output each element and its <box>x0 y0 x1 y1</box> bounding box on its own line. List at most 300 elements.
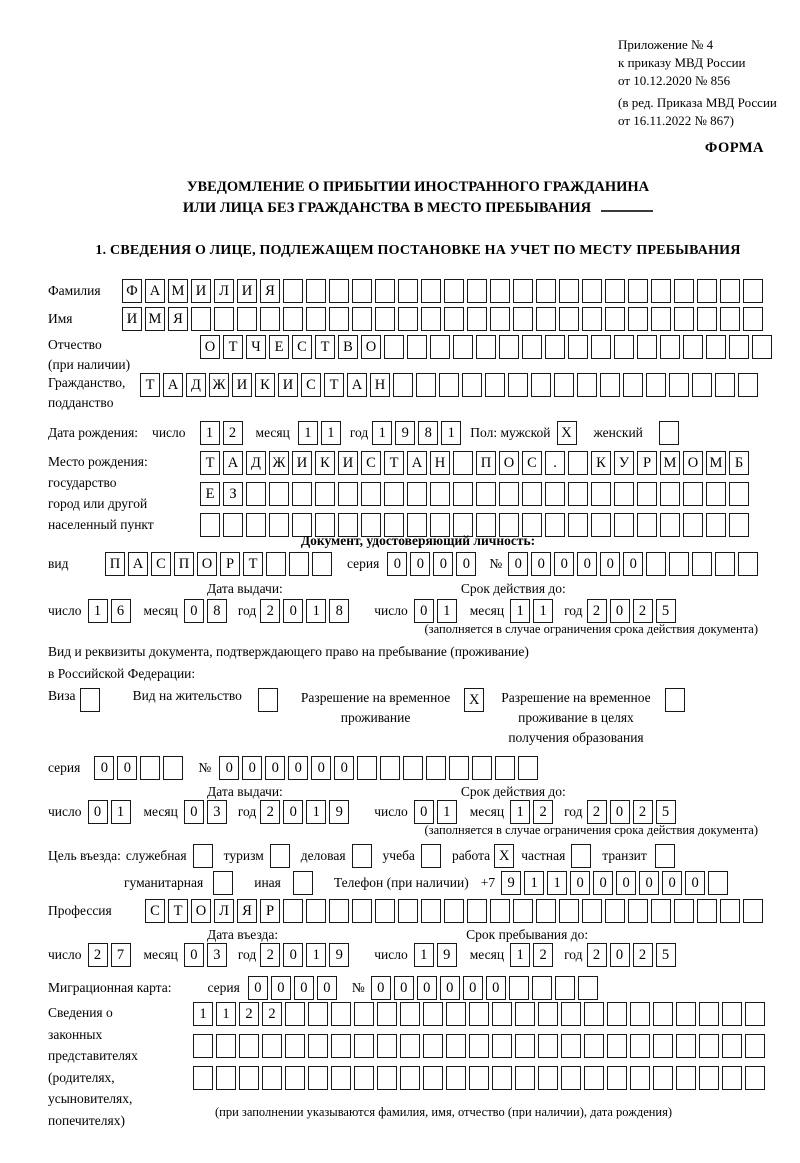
char-box <box>331 1066 351 1090</box>
char-box <box>697 899 717 923</box>
char-box <box>577 373 597 397</box>
char-box: 0 <box>184 800 204 824</box>
char-box <box>538 1034 558 1058</box>
char-box: 1 <box>524 871 544 895</box>
char-box: 0 <box>283 800 303 824</box>
char-box <box>630 1034 650 1058</box>
char-box <box>699 1002 719 1026</box>
entry-dates-headings <box>48 927 788 943</box>
char-box: 1 <box>306 599 326 623</box>
char-box: М <box>168 279 188 303</box>
char-box: Л <box>214 279 234 303</box>
char-box: 0 <box>371 976 391 1000</box>
char-box <box>607 1002 627 1026</box>
char-box: 2 <box>88 943 108 967</box>
char-box <box>352 279 372 303</box>
char-box: 1 <box>437 800 457 824</box>
char-box <box>538 1066 558 1090</box>
residence-permit-checkbox <box>258 688 281 712</box>
passport-valid-until-heading: Срок действия до: <box>460 581 566 596</box>
char-box <box>283 307 303 331</box>
char-box <box>555 976 575 1000</box>
char-box <box>423 1066 443 1090</box>
char-box <box>499 335 519 359</box>
char-box <box>467 279 487 303</box>
residence-permit-label: Вид на жительство <box>132 688 242 703</box>
char-box <box>607 1066 627 1090</box>
char-box: 0 <box>248 976 268 1000</box>
legal-reps-label-line6: попечителях) <box>48 1112 125 1128</box>
char-box <box>163 756 183 780</box>
rvp-issue-month-label: месяц <box>143 804 178 819</box>
rvp-issue-day-label: число <box>48 804 82 819</box>
char-box <box>407 335 427 359</box>
char-box: И <box>237 279 257 303</box>
entry-day-boxes <box>88 943 134 967</box>
char-box: 2 <box>260 943 280 967</box>
char-box <box>630 1066 650 1090</box>
legal-reps-label-line5: усыновителях, <box>48 1091 133 1106</box>
birth-place-label-line1: Место рождения: <box>48 454 148 469</box>
char-box: 9 <box>501 871 521 895</box>
char-box: М <box>145 307 165 331</box>
char-box <box>193 1066 213 1090</box>
char-box: 2 <box>260 800 280 824</box>
char-box <box>722 1002 742 1026</box>
purpose-study-label: учеба <box>382 848 415 863</box>
char-box <box>729 335 749 359</box>
char-box <box>568 513 588 537</box>
char-box: О <box>683 451 703 475</box>
char-box <box>697 307 717 331</box>
char-box: 1 <box>306 943 326 967</box>
char-box <box>582 279 602 303</box>
char-box <box>651 307 671 331</box>
char-box <box>331 1002 351 1026</box>
char-box: Т <box>315 335 335 359</box>
birth-place-row <box>48 451 788 537</box>
entry-date-heading: Дата въезда: <box>207 927 279 942</box>
temp-residence-label <box>301 688 450 728</box>
char-box <box>423 1034 443 1058</box>
char-box: И <box>338 451 358 475</box>
char-box: 0 <box>117 756 137 780</box>
char-box: К <box>591 451 611 475</box>
char-box: 2 <box>260 599 280 623</box>
char-box: 7 <box>111 943 131 967</box>
char-box <box>706 482 726 506</box>
char-box <box>499 482 519 506</box>
char-box <box>213 871 233 895</box>
birth-date-label: Дата рождения: <box>48 425 139 440</box>
char-box <box>384 335 404 359</box>
rvp-valid-day-boxes <box>414 800 460 824</box>
char-box: П <box>174 552 194 576</box>
char-box <box>571 844 591 868</box>
char-box <box>312 552 332 576</box>
char-box <box>444 279 464 303</box>
char-box <box>423 1002 443 1026</box>
birth-place-row1-boxes <box>200 451 752 475</box>
char-box: 0 <box>685 871 705 895</box>
char-box <box>214 307 234 331</box>
char-box <box>591 482 611 506</box>
birth-place-label-line2: государство <box>48 475 117 490</box>
char-box <box>289 552 309 576</box>
form-title <box>48 177 788 219</box>
char-box: Я <box>168 307 188 331</box>
char-box <box>554 373 574 397</box>
rvp-number-label: № <box>198 760 212 775</box>
char-box <box>476 482 496 506</box>
revision-line-2: от 16.11.2022 № 867) <box>618 113 735 128</box>
entry-month-label: месяц <box>143 947 178 962</box>
birth-day-boxes <box>200 421 246 445</box>
purpose-other-label: иная <box>254 875 281 890</box>
temp-residence-checkbox <box>464 688 487 712</box>
sex-male-label: Пол: мужской <box>470 425 551 440</box>
char-box: 1 <box>510 943 530 967</box>
char-box: Т <box>168 899 188 923</box>
char-box: И <box>232 373 252 397</box>
char-box <box>683 513 703 537</box>
char-box <box>591 513 611 537</box>
char-box <box>515 1034 535 1058</box>
char-box <box>308 1066 328 1090</box>
char-box <box>745 1066 765 1090</box>
char-box: X <box>494 844 514 868</box>
stay-year-label: год <box>564 947 583 962</box>
char-box <box>398 307 418 331</box>
birth-month-boxes <box>298 421 344 445</box>
purpose-business-label: деловая <box>300 848 346 863</box>
char-box: 2 <box>239 1002 259 1026</box>
passport-issue-day-boxes <box>88 599 134 623</box>
char-box <box>380 756 400 780</box>
char-box <box>683 482 703 506</box>
profession-label: Профессия <box>48 903 112 918</box>
char-box: 2 <box>587 943 607 967</box>
purpose-business-checkbox <box>352 844 375 868</box>
char-box: 0 <box>662 871 682 895</box>
char-box <box>266 552 286 576</box>
char-box <box>398 279 418 303</box>
stay-day-label: число <box>374 947 408 962</box>
char-box <box>545 482 565 506</box>
char-box <box>352 899 372 923</box>
char-box: 0 <box>410 552 430 576</box>
char-box <box>430 335 450 359</box>
char-box: Д <box>186 373 206 397</box>
char-box: З <box>223 482 243 506</box>
char-box <box>674 307 694 331</box>
char-box <box>285 1066 305 1090</box>
char-box: 1 <box>372 421 392 445</box>
legal-reps-row <box>48 1002 788 1131</box>
char-box: 9 <box>437 943 457 967</box>
char-box <box>623 373 643 397</box>
char-box <box>393 373 413 397</box>
char-box: С <box>522 451 542 475</box>
char-box <box>453 482 473 506</box>
char-box: Д <box>246 451 266 475</box>
char-box: О <box>499 451 519 475</box>
passport-series-boxes <box>387 552 479 576</box>
char-box <box>674 899 694 923</box>
char-box <box>582 307 602 331</box>
char-box: 1 <box>547 871 567 895</box>
char-box: М <box>706 451 726 475</box>
legal-reps-note: (при заполнении указываются фамилия, имя, отчество (при наличии), дата рождения) <box>215 1105 673 1119</box>
legal-reps-label-line3: представителях <box>48 1048 138 1063</box>
char-box: С <box>292 335 312 359</box>
char-box <box>584 1066 604 1090</box>
char-box: Н <box>370 373 390 397</box>
char-box: 0 <box>311 756 331 780</box>
surname-boxes <box>122 279 766 303</box>
char-box <box>262 1066 282 1090</box>
revision-line-1: (в ред. Приказа МВД России <box>618 95 777 110</box>
purpose-tourism-label: туризм <box>223 848 264 863</box>
char-box <box>699 1034 719 1058</box>
char-box <box>400 1034 420 1058</box>
char-box: 0 <box>600 552 620 576</box>
purpose-other-checkbox <box>293 871 316 895</box>
char-box <box>375 307 395 331</box>
char-box: 0 <box>414 800 434 824</box>
birth-place-label-line3: город или другой <box>48 496 148 511</box>
phone-prefix: +7 <box>480 875 496 890</box>
char-box: Е <box>269 335 289 359</box>
char-box: А <box>347 373 367 397</box>
appendix-line-3: от 10.12.2020 № 856 <box>618 73 731 88</box>
char-box <box>720 307 740 331</box>
purpose-tourism-checkbox <box>270 844 293 868</box>
migration-series-boxes <box>248 976 340 1000</box>
char-box: 0 <box>623 552 643 576</box>
sex-female-checkbox <box>659 421 682 445</box>
passport-issue-month-boxes <box>184 599 230 623</box>
char-box <box>706 513 726 537</box>
char-box <box>561 1034 581 1058</box>
char-box <box>239 1034 259 1058</box>
char-box <box>515 1066 535 1090</box>
char-box: 6 <box>111 599 131 623</box>
rvp-valid-month-label: месяц <box>469 804 505 819</box>
char-box: 2 <box>262 1002 282 1026</box>
char-box <box>591 335 611 359</box>
char-box: С <box>361 451 381 475</box>
char-box <box>485 373 505 397</box>
char-box <box>400 1066 420 1090</box>
char-box: Р <box>637 451 657 475</box>
char-box <box>676 1002 696 1026</box>
char-box <box>467 307 487 331</box>
char-box: 0 <box>394 976 414 1000</box>
purpose-transit-label: транзит <box>602 848 647 863</box>
char-box: С <box>145 899 165 923</box>
char-box <box>375 279 395 303</box>
char-box: 0 <box>283 943 303 967</box>
citizenship-boxes <box>140 373 761 397</box>
passport-issue-day-label: число <box>48 603 82 618</box>
char-box <box>655 844 675 868</box>
appendix-reference <box>618 36 788 130</box>
char-box <box>745 1002 765 1026</box>
migration-series-label: серия <box>207 980 240 995</box>
entry-year-boxes <box>260 943 352 967</box>
char-box <box>651 899 671 923</box>
purpose-second-row <box>48 871 788 895</box>
char-box <box>720 279 740 303</box>
char-box: 0 <box>639 871 659 895</box>
char-box: 0 <box>265 756 285 780</box>
char-box: 2 <box>533 800 553 824</box>
phone-label: Телефон (при наличии) <box>333 875 469 890</box>
char-box <box>357 756 377 780</box>
rvp-dates-headings <box>48 784 788 800</box>
char-box: 0 <box>294 976 314 1000</box>
char-box <box>568 335 588 359</box>
char-box: В <box>338 335 358 359</box>
rvp-issue-year-boxes <box>260 800 352 824</box>
rvp-series-row <box>48 756 788 780</box>
char-box <box>467 899 487 923</box>
legal-reps-row2-boxes <box>193 1034 768 1058</box>
section1-heading: 1. СВЕДЕНИЯ О ЛИЦЕ, ПОДЛЕЖАЩЕМ ПОСТАНОВКЕ НА УЧЕТ ПО МЕСТУ ПРЕБЫВАНИЯ <box>95 243 741 258</box>
char-box <box>377 1066 397 1090</box>
char-box <box>522 482 542 506</box>
char-box <box>469 1066 489 1090</box>
char-box: X <box>557 421 577 445</box>
char-box: Т <box>140 373 160 397</box>
identity-doc-heading: Документ, удостоверяющий личность: <box>300 533 536 548</box>
char-box: 2 <box>633 599 653 623</box>
char-box <box>416 373 436 397</box>
char-box: 0 <box>271 976 291 1000</box>
char-box <box>375 899 395 923</box>
char-box: X <box>464 688 484 712</box>
char-box: 0 <box>616 871 636 895</box>
legal-reps-label-line2: законных <box>48 1026 103 1042</box>
char-box <box>738 373 758 397</box>
residence-doc-line1: Вид и реквизиты документа, подтверждающего право на пребывание (проживание) <box>48 644 529 659</box>
char-box <box>453 335 473 359</box>
char-box: 2 <box>223 421 243 445</box>
patronymic-label-line1: Отчество <box>48 337 102 352</box>
char-box <box>532 976 552 1000</box>
char-box: 0 <box>593 871 613 895</box>
char-box <box>660 482 680 506</box>
char-box <box>193 1034 213 1058</box>
passport-issue-year-label: год <box>237 603 257 618</box>
rvp-issue-year-label: год <box>237 804 257 819</box>
appendix-line-2: к приказу МВД России <box>618 55 746 70</box>
passport-number-boxes <box>508 552 761 576</box>
visa-label: Виза <box>48 688 76 703</box>
rvp-issue-date-heading: Дата выдачи: <box>207 784 283 799</box>
char-box: 0 <box>433 552 453 576</box>
char-box <box>331 1034 351 1058</box>
rvp-issue-day-boxes <box>88 800 134 824</box>
char-box: 0 <box>184 599 204 623</box>
char-box <box>239 1066 259 1090</box>
char-box: П <box>105 552 125 576</box>
char-box <box>614 335 634 359</box>
char-box: 1 <box>533 599 553 623</box>
char-box <box>283 279 303 303</box>
char-box <box>637 335 657 359</box>
char-box <box>607 1034 627 1058</box>
char-box <box>584 1002 604 1026</box>
migration-card-row <box>48 976 788 1000</box>
char-box: 0 <box>463 976 483 1000</box>
temp-residence-label-line1: Разрешение на временное <box>300 690 451 705</box>
char-box <box>469 1034 489 1058</box>
char-box <box>536 899 556 923</box>
char-box <box>306 307 326 331</box>
entry-purpose-label: Цель въезда: <box>48 848 121 863</box>
char-box: Р <box>260 899 280 923</box>
char-box <box>200 513 220 537</box>
birth-day-label: число <box>152 425 186 440</box>
purpose-work-checkbox <box>494 844 517 868</box>
char-box: 0 <box>440 976 460 1000</box>
char-box <box>492 1066 512 1090</box>
char-box <box>708 871 728 895</box>
char-box: 5 <box>656 800 676 824</box>
char-box: 1 <box>111 800 131 824</box>
passport-dates-block <box>48 581 788 637</box>
char-box <box>545 335 565 359</box>
patronymic-label-line2: (при наличии) <box>48 357 131 372</box>
char-box <box>421 844 441 868</box>
char-box <box>306 279 326 303</box>
char-box: 0 <box>334 756 354 780</box>
char-box <box>536 279 556 303</box>
doc-kind-label: вид <box>48 556 69 571</box>
char-box <box>715 373 735 397</box>
char-box <box>669 373 689 397</box>
char-box <box>421 899 441 923</box>
rvp-series-boxes <box>94 756 186 780</box>
char-box <box>430 482 450 506</box>
char-box: 0 <box>531 552 551 576</box>
char-box: И <box>191 279 211 303</box>
temp-residence-edu-label-line3: получения образования <box>508 730 644 745</box>
char-box <box>439 373 459 397</box>
char-box <box>605 899 625 923</box>
char-box <box>472 756 492 780</box>
temp-residence-edu-label-line2: проживание в целях <box>518 710 634 725</box>
char-box: Ж <box>269 451 289 475</box>
char-box <box>628 307 648 331</box>
char-box: 0 <box>570 871 590 895</box>
char-box: 0 <box>508 552 528 576</box>
char-box: 1 <box>200 421 220 445</box>
char-box: 1 <box>298 421 318 445</box>
char-box <box>676 1034 696 1058</box>
char-box <box>398 899 418 923</box>
char-box <box>628 899 648 923</box>
entry-dates-block <box>48 927 788 967</box>
rvp-number-boxes <box>219 756 541 780</box>
char-box <box>476 335 496 359</box>
char-box <box>729 482 749 506</box>
char-box: 3 <box>207 943 227 967</box>
char-box <box>216 1034 236 1058</box>
legal-reps-boxes <box>193 1002 768 1120</box>
